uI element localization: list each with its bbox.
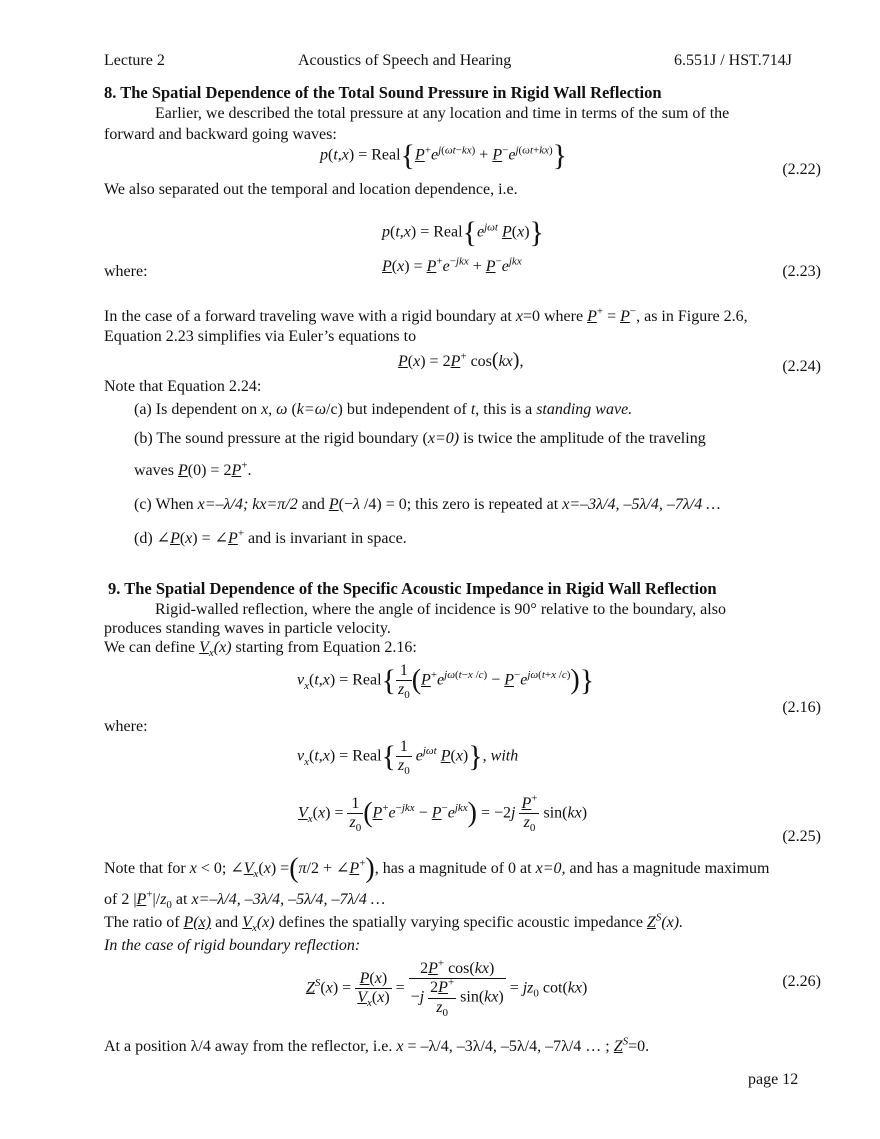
note-item-d: (d) ∠P(x) = ∠P+ and is invariant in space. xyxy=(134,527,407,547)
section-9-intro-1: Rigid-walled reflection, where the angle of incidence is 90° relative to the boundary, also xyxy=(155,601,726,618)
header-center: Acoustics of Speech and Hearing xyxy=(298,52,512,69)
equation-separated: $p(t,x) = Real\{e^{j\omega t}$ P(x)} xyxy=(382,216,544,249)
note-item-b-cont: waves P(0) = 2P+. xyxy=(134,459,252,479)
equation-2-24: P(x) = 2P+ cos(kx), xyxy=(398,349,524,371)
rigid-case-heading: In the case of rigid boundary reflection: xyxy=(104,937,361,954)
phase-note-line-1: Note that for x < 0; $\angle V_x(x) =(\pi/2$ + ∠P+), has a magnitude of 0 at x=0, and has a magnitude maximum xyxy=(104,853,770,884)
header-right: 6.551J / HST.714J xyxy=(674,52,792,69)
section-8-title: 8. The Spatial Dependence of the Total Sound Pressure in Rigid Wall Reflection xyxy=(104,83,662,102)
equation-2-22: $p(t,x) = Real\{P^+e^{j(\omega t-kx)} + P^-e^{j(\omega t+kx)}\}$ xyxy=(320,139,568,172)
where-label-1: where: xyxy=(104,263,148,280)
equation-2-25: $V_x(x)$ = $\frac{1}{z_0}$ $(P^+e^{-jkx} - P^-e^{jkx}) = -2j$ $\frac{P^+}{z_0}$ sin(kx) xyxy=(298,792,588,835)
where-label-2: where: xyxy=(104,718,148,735)
final-line: At a position λ/4 away from the reflector, i.e. x = –λ/4, –3λ/4, –5λ/4, –7λ/4 … ; $Z^S=0$. xyxy=(104,1035,650,1055)
phase-note-line-2: of 2 $|P^+|/z_0$ at x=–λ/4, –3λ/4, –5λ/4, –7λ/4 … xyxy=(104,888,386,912)
note-item-a: (a) Is dependent on x, ω (k=ω/c) but independent of t, this is a standing wave. xyxy=(134,401,633,418)
equation-2-24-label: (2.24) xyxy=(782,358,821,375)
section-9-title: 9. The Spatial Dependence of the Specific Acoustic Impedance in Rigid Wall Reflection xyxy=(108,579,717,598)
note-intro: Note that Equation 2.24: xyxy=(104,378,262,395)
equation-2-26-label: (2.26) xyxy=(782,973,821,990)
separation-text: We also separated out the temporal and location dependence, i.e. xyxy=(104,181,518,198)
equation-2-26: $Z^S(x)$ = $\frac{P(x)}{V_x(x)}$ = 2P+ cos(kx) −j $\frac{2P^+}{z_0}$ sin(kx) = $jz_0$ cot(kx) xyxy=(306,957,588,1019)
rigid-boundary-line-2: Equation 2.23 simplifies via Euler’s equations to xyxy=(104,328,417,345)
equation-2-22-label: (2.22) xyxy=(782,161,821,178)
page-number: page 12 xyxy=(748,1071,799,1088)
header-left: Lecture 2 xyxy=(104,52,165,69)
equation-2-23-label: (2.23) xyxy=(782,263,821,280)
equation-2-16: $v_x(t,x)$ = Real{ $\frac{1}{z_0}$ $(P^+e^{j\omega(t-x /c)} - P^-e^{j\omega(t+x /c)})$} xyxy=(297,662,595,702)
section-9-intro-2: produces standing waves in particle velocity. xyxy=(104,620,391,637)
section-8-intro-2: forward and backward going waves: xyxy=(104,126,337,143)
equation-2-23: $P(x) = P^+e^{-jkx} + P^-e^{jkx}$ xyxy=(382,255,522,275)
equation-2-16-label: (2.16) xyxy=(782,699,821,716)
note-item-c: (c) When x=–λ/4; kx=π/2 and P(−λ /4) = 0; this zero is repeated at x=–3λ/4, –5λ/4, –7λ/4 … xyxy=(134,496,721,513)
rigid-boundary-line-1: In the case of a forward traveling wave with a rigid boundary at x=0 where P+ = P−, as in Figure 2.6, xyxy=(104,305,748,325)
note-item-b: (b) The sound pressure at the rigid boundary (x=0) is twice the amplitude of the traveling xyxy=(134,430,706,447)
ratio-line: The ratio of P(x) and $V_x(x)$ defines the spatially varying specific acoustic impedance $Z^S(x)$. xyxy=(104,911,684,935)
equation-vx-real: $v_x(t,x)$ = Real{ $\frac{1}{z_0}$ $e^{j\omega t}$ P(x)}, with xyxy=(297,738,519,778)
define-vx-line: We can define $V_x(x)$ starting from Equation 2.16: xyxy=(104,639,417,660)
section-8-intro-1: Earlier, we described the total pressure at any location and time in terms of the sum of the xyxy=(155,105,730,122)
equation-2-25-label: (2.25) xyxy=(782,828,821,845)
